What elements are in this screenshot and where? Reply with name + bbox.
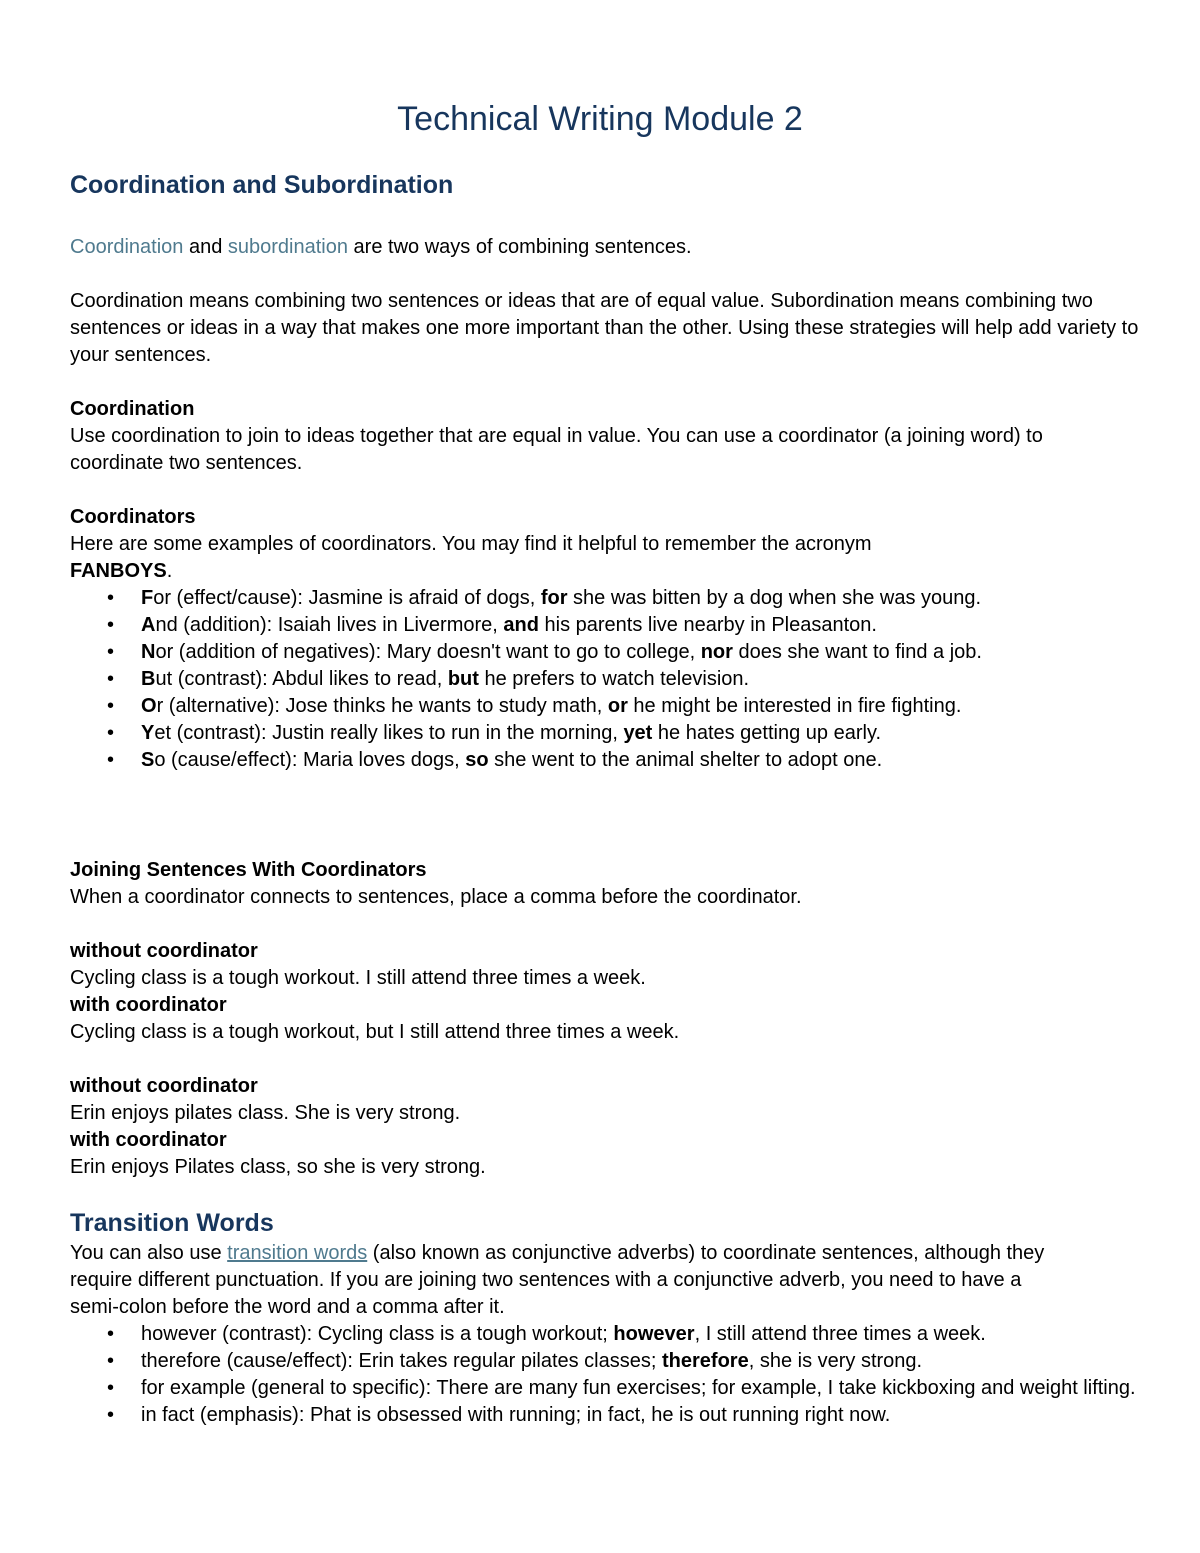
item-tail: she was bitten by a dog when she was young. [567, 587, 982, 609]
joining-block [70, 857, 1140, 911]
coordination-block [70, 396, 1140, 477]
item-letter: N [141, 641, 156, 663]
fanboys-item [70, 720, 1140, 747]
intro-and: and [183, 236, 228, 258]
fanboys-item [70, 639, 1140, 666]
item-letter: S [141, 749, 155, 771]
item-label: or (effect/cause): Jasmine is afraid of dogs, [153, 587, 541, 609]
example-block-1 [70, 938, 1140, 1046]
transition-item [70, 1375, 1140, 1402]
bullet-icon: • [107, 668, 115, 690]
item-label: o (cause/effect): Maria loves dogs, [154, 749, 466, 771]
joining-heading: Joining Sentences With Coordinators [70, 859, 427, 881]
item-coordinator-word: and [503, 614, 539, 636]
transition-item [70, 1321, 1140, 1348]
item-label: ut (contrast): Abdul likes to read, [155, 668, 448, 690]
item-coordinator-word: or [607, 695, 628, 717]
item-tail: he might be interested in fire fighting. [627, 695, 962, 717]
coordinators-text-after: . [166, 560, 173, 582]
item-letter: A [141, 614, 156, 636]
item-letter: F [141, 587, 154, 609]
with-coordinator-text: Cycling class is a tough workout, but I still attend three times a week. [70, 1021, 680, 1043]
bullet-icon: • [107, 1323, 115, 1345]
item-transition-word: however [613, 1323, 695, 1345]
bullet-icon: • [107, 1350, 115, 1372]
fanboys-item [70, 747, 1140, 774]
term-coordination: Coordination [70, 236, 184, 258]
item-after: , I still attend three times a week. [694, 1323, 986, 1345]
term-subordination: subordination [227, 236, 348, 258]
coordinators-heading: Coordinators [70, 506, 196, 528]
item-coordinator-word: nor [700, 641, 733, 663]
item-tail: he hates getting up early. [652, 722, 882, 744]
without-coordinator-label: without coordinator [70, 940, 258, 962]
bullet-icon: • [107, 1404, 115, 1426]
fanboys-item [70, 612, 1140, 639]
bullet-icon: • [107, 614, 115, 636]
item-tail: she went to the animal shelter to adopt one. [488, 749, 883, 771]
item-label: or (addition of negatives): Mary doesn't want to go to college, [155, 641, 701, 663]
bullet-icon: • [107, 1377, 115, 1399]
item-coordinator-word: but [447, 668, 479, 690]
item-coordinator-word: yet [623, 722, 653, 744]
item-label: nd (addition): Isaiah lives in Livermore, [155, 614, 504, 636]
transition-item [70, 1348, 1140, 1375]
bullet-icon: • [107, 722, 115, 744]
without-coordinator-text: Erin enjoys pilates class. She is very strong. [70, 1102, 461, 1124]
section-heading-transition-words: Transition Words [70, 1209, 274, 1237]
bullet-icon: • [107, 695, 115, 717]
bullet-icon: • [107, 587, 115, 609]
section-intro-block [70, 234, 1140, 261]
transition-list [70, 1321, 1140, 1429]
item-coordinator-word: so [465, 749, 489, 771]
item-before: however (contrast): Cycling class is a tough workout; [141, 1323, 614, 1345]
intro-rest: are two ways of combining sentences. [348, 236, 692, 258]
fanboys-item [70, 666, 1140, 693]
transitions-text [70, 1240, 1070, 1321]
with-coordinator-label: with coordinator [70, 994, 227, 1016]
item-before: therefore (cause/effect): Erin takes regular pilates classes; [141, 1350, 662, 1372]
item-tail: does she want to find a job. [732, 641, 982, 663]
bullet-icon: • [107, 641, 115, 663]
bullet-icon: • [107, 749, 115, 771]
coordinators-block [70, 504, 1140, 774]
item-coordinator-word: for [540, 587, 568, 609]
item-before: for example (general to specific): There are many fun exercises; for example, I take kickboxing and weight lifting. [141, 1377, 1136, 1399]
item-after: , she is very strong. [748, 1350, 923, 1372]
document-title: Technical Writing Module 2 [397, 100, 803, 138]
transitions-text-before: You can also use [70, 1242, 228, 1264]
transition-item [70, 1402, 1140, 1429]
item-tail: he prefers to watch television. [478, 668, 750, 690]
transitions-text-after: (also known as conjunctive adverbs) to coordinate sentences, although they require different punctuation. If you are joining two sentences with a conjunctive adverb, you need to have a semi-colon before the word and a comma after it. [70, 1242, 1045, 1318]
definition-paragraph: Coordination means combining two sentences or ideas that are of equal value. Subordination means combining two sentences or ideas in a way that makes one more important than the other. Using these strategies will help add variety to your sentences. [70, 290, 1139, 366]
definition-block [70, 288, 1140, 369]
with-coordinator-label: with coordinator [70, 1129, 227, 1151]
coordinators-text [70, 531, 940, 585]
intro-sentence [70, 234, 1140, 261]
item-label: et (contrast): Justin really likes to run in the morning, [154, 722, 624, 744]
section-heading-coordination-subordination: Coordination and Subordination [70, 171, 454, 199]
with-coordinator-text: Erin enjoys Pilates class, so she is very strong. [70, 1156, 486, 1178]
fanboys-item [70, 585, 1140, 612]
item-letter: O [141, 695, 157, 717]
item-tail: his parents live nearby in Pleasanton. [538, 614, 877, 636]
joining-text: When a coordinator connects to sentences, place a comma before the coordinator. [70, 886, 802, 908]
without-coordinator-text: Cycling class is a tough workout. I still attend three times a week. [70, 967, 646, 989]
item-before: in fact (emphasis): Phat is obsessed with running; in fact, he is out running right now. [141, 1404, 891, 1426]
coordinators-text-before: Here are some examples of coordinators. You may find it helpful to remember the acronym [70, 533, 872, 555]
item-letter: B [141, 668, 156, 690]
coordination-text: Use coordination to join to ideas together that are equal in value. You can use a coordinator (a joining word) to coordinate two sentences. [70, 425, 1043, 474]
item-label: r (alternative): Jose thinks he wants to study math, [156, 695, 608, 717]
fanboys-item [70, 693, 1140, 720]
acronym-fanboys: FANBOYS [70, 560, 167, 582]
transitions-block [70, 1240, 1140, 1429]
item-transition-word: therefore [662, 1350, 749, 1372]
coordination-heading: Coordination [70, 398, 195, 420]
item-letter: Y [141, 722, 155, 744]
example-block-2 [70, 1073, 1140, 1181]
transition-words-link[interactable]: transition words [227, 1242, 368, 1264]
without-coordinator-label: without coordinator [70, 1075, 258, 1097]
fanboys-list [70, 585, 1140, 774]
